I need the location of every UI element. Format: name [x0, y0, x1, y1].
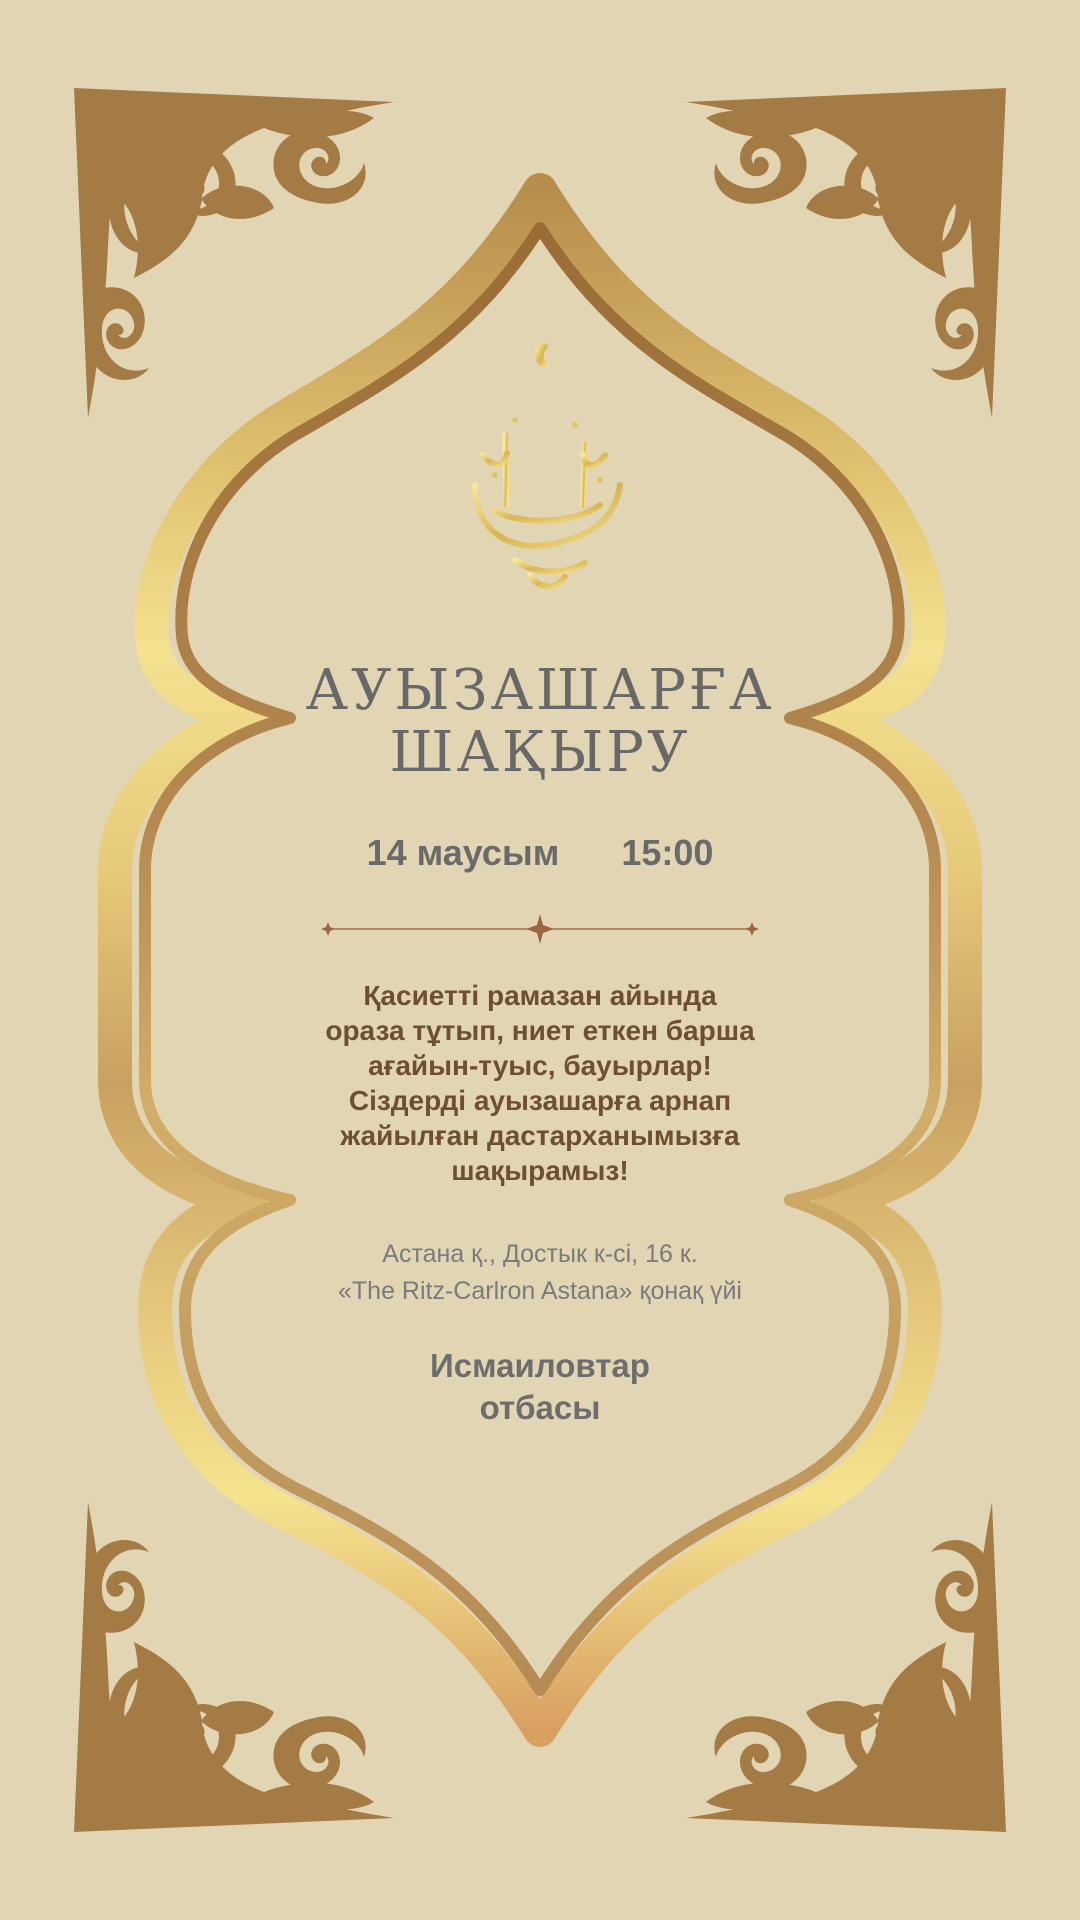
invitation-message	[290, 978, 790, 1188]
corner-ornament-top-right	[676, 88, 1006, 418]
address-line-2: «The Ritz-Carlron Astana» қонақ үйі	[338, 1277, 742, 1305]
star-divider-icon	[318, 912, 762, 946]
message-line: шақырамыз!	[451, 1155, 629, 1186]
message-line: Сіздерді ауызашарға арнап	[348, 1085, 732, 1116]
address-line-1: Астана қ., Достык к-сі, 16 к.	[382, 1240, 698, 1268]
kazakh-ornament-icon	[74, 1502, 404, 1832]
corner-ornament-top-left	[74, 88, 404, 418]
corner-ornament-bottom-left	[74, 1502, 404, 1832]
event-address	[0, 1236, 1080, 1310]
hosts-line-2: отбасы	[479, 1389, 601, 1426]
event-time: 15:00	[621, 832, 714, 873]
kazakh-ornament-icon	[676, 1502, 1006, 1832]
message-line: жайылған дастарханымызға	[340, 1120, 740, 1151]
title-line-2: ШАҚЫРУ	[389, 720, 691, 785]
hosts-signature	[0, 1345, 1080, 1429]
ramadan-mubarak-calligraphy-icon	[455, 335, 635, 605]
corner-ornament-bottom-right	[676, 1502, 1006, 1832]
message-line: ағайын-туыс, бауырлар!	[368, 1050, 712, 1081]
date-time	[0, 832, 1080, 874]
message-line: ораза тұтып, ниет еткен барша	[325, 1015, 755, 1046]
message-line: Қасиетті рамазан айында	[363, 980, 717, 1011]
invitation-title	[0, 660, 1080, 784]
kazakh-ornament-icon	[676, 88, 1006, 418]
event-date: 14 маусым	[366, 832, 560, 873]
kazakh-ornament-icon	[74, 88, 404, 418]
hosts-line-1: Исмаиловтар	[430, 1347, 650, 1384]
title-line-1: АУЫЗАШАРҒА	[305, 658, 775, 723]
